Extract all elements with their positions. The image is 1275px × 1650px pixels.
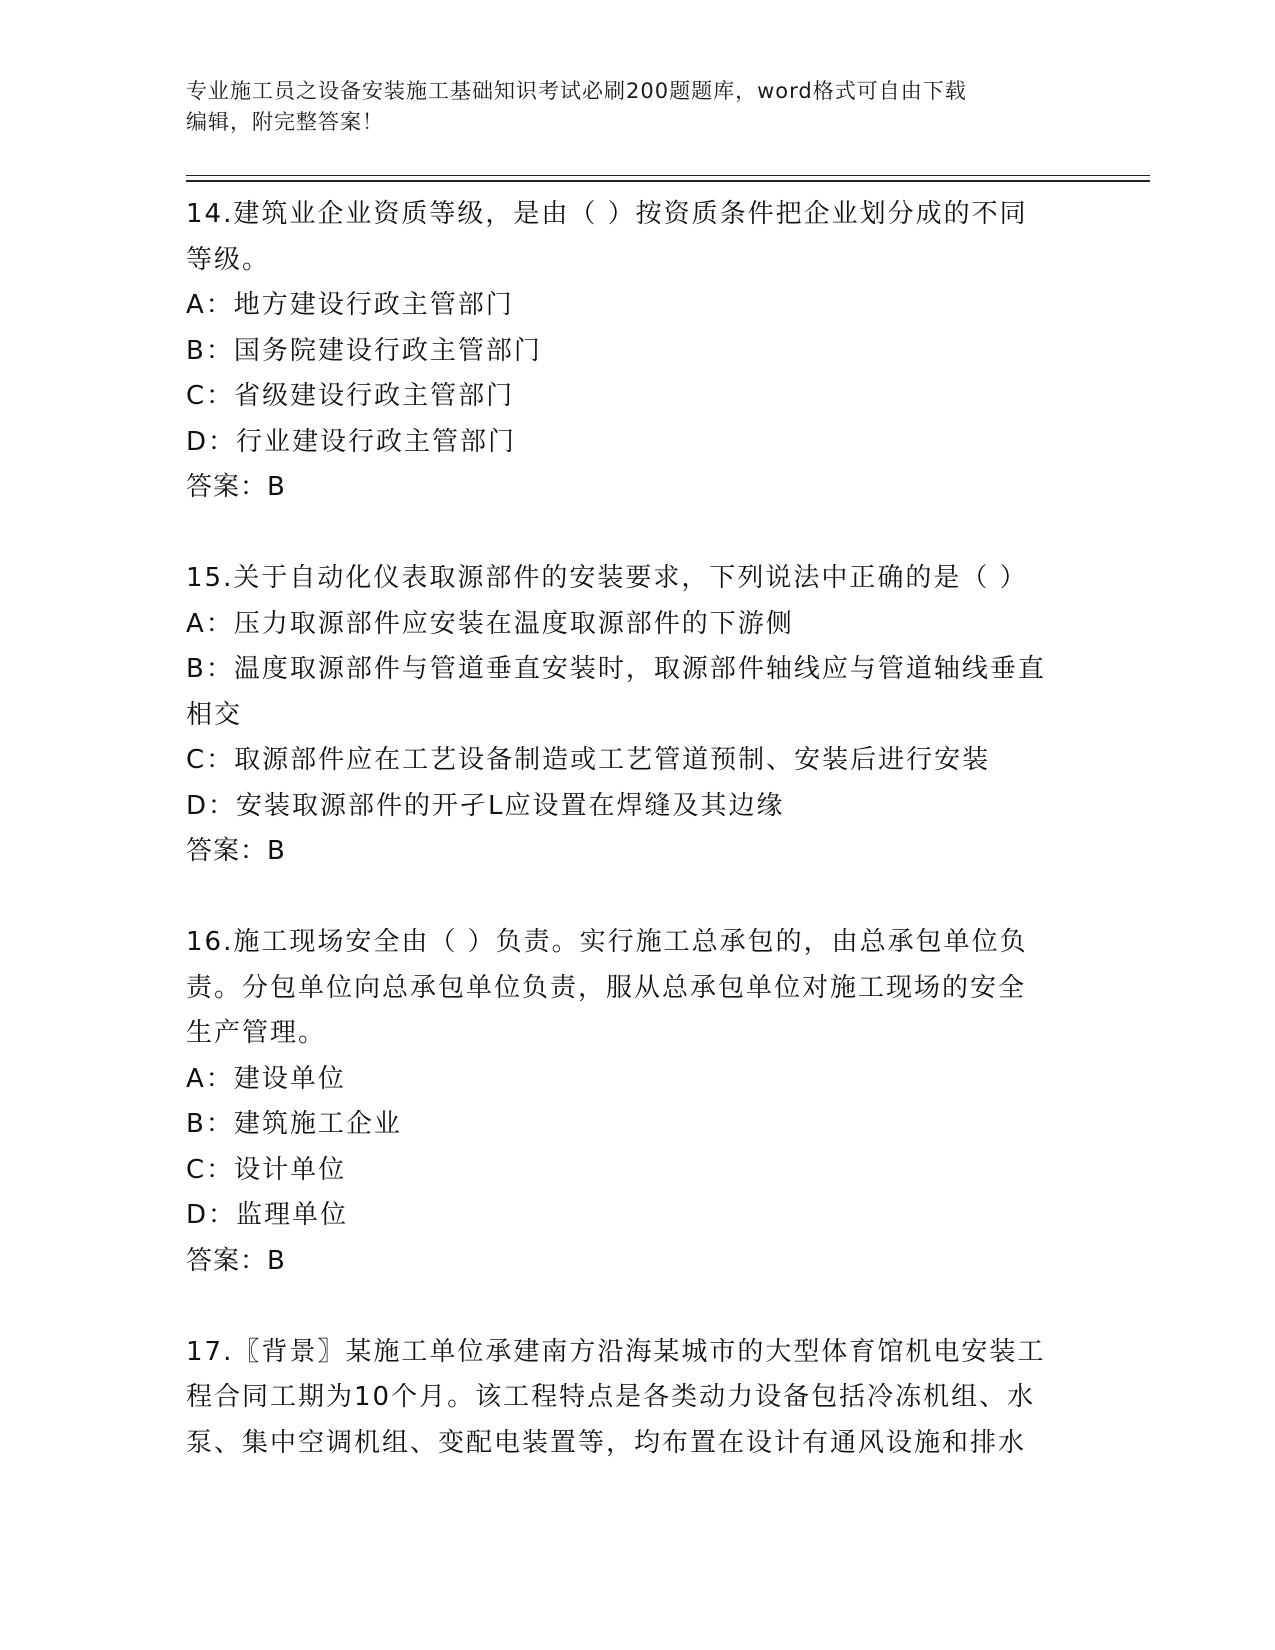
question-list (186, 192, 1076, 1466)
option-c: C：取源部件应在工艺设备制造或工艺管道预制、安装后进行安装 (186, 745, 991, 775)
question-stem-line: 生产管理。 (186, 1018, 327, 1048)
question-17 (186, 1330, 1076, 1467)
document-header (186, 76, 1086, 138)
option-c: C：设计单位 (186, 1154, 347, 1185)
header-divider-thick (186, 180, 1150, 182)
option-c: C：省级建设行政主管部门 (186, 381, 515, 411)
option-a: A：地方建设行政主管部门 (186, 290, 514, 320)
question-16 (186, 920, 1076, 1284)
question-stem-line: 16.施工现场安全由（ ）负责。实行施工总承包的，由总承包单位负 (186, 927, 1028, 957)
option-b: B：温度取源部件与管道垂直安装时，取源部件轴线应与管道轴线垂直 (186, 654, 1046, 684)
question-stem-line: 15.关于自动化仪表取源部件的安装要求，下列说法中正确的是（ ） (186, 563, 1028, 593)
option-a: A：建设单位 (186, 1063, 346, 1094)
option-d: D：安装取源部件的开孑L应设置在焊缝及其边缘 (186, 790, 785, 821)
question-stem-line: 责。分包单位向总承包单位负责，服从总承包单位对施工现场的安全 (186, 972, 1027, 1003)
option-b: B：国务院建设行政主管部门 (186, 335, 542, 366)
header-line-1: 专业施工员之设备安装施工基础知识考试必刷200题题库，word格式可自由下载 (186, 79, 967, 103)
option-d: D：监理单位 (186, 1200, 349, 1230)
question-stem-line: 等级。 (186, 244, 271, 275)
question-15 (186, 556, 1076, 875)
answer-line: 答案：B (186, 1245, 286, 1276)
header-divider-thin (186, 175, 1150, 176)
answer-line: 答案：B (186, 472, 286, 502)
answer-line: 答案：B (186, 836, 286, 866)
question-stem-line: 14.建筑业企业资质等级，是由（ ）按资质条件把企业划分成的不同 (186, 199, 1028, 229)
question-stem-line: 17.〖背景〗某施工单位承建南方沿海某城市的大型体育馆机电安装工 (186, 1336, 1046, 1367)
option-a: A：压力取源部件应安装在温度取源部件的下游侧 (186, 608, 794, 639)
question-stem-line: 泵、集中空调机组、变配电装置等，均布置在设计有通风设施和排水 (186, 1427, 1027, 1458)
header-line-2: 编辑，附完整答案！ (186, 110, 384, 134)
option-b-continued: 相交 (186, 699, 243, 730)
option-d: D：行业建设行政主管部门 (186, 426, 517, 457)
option-b: B：建筑施工企业 (186, 1109, 402, 1139)
question-14 (186, 192, 1076, 511)
question-stem-line: 程合同工期为10个月。该工程特点是各类动力设备包括冷冻机组、水 (186, 1382, 1036, 1412)
